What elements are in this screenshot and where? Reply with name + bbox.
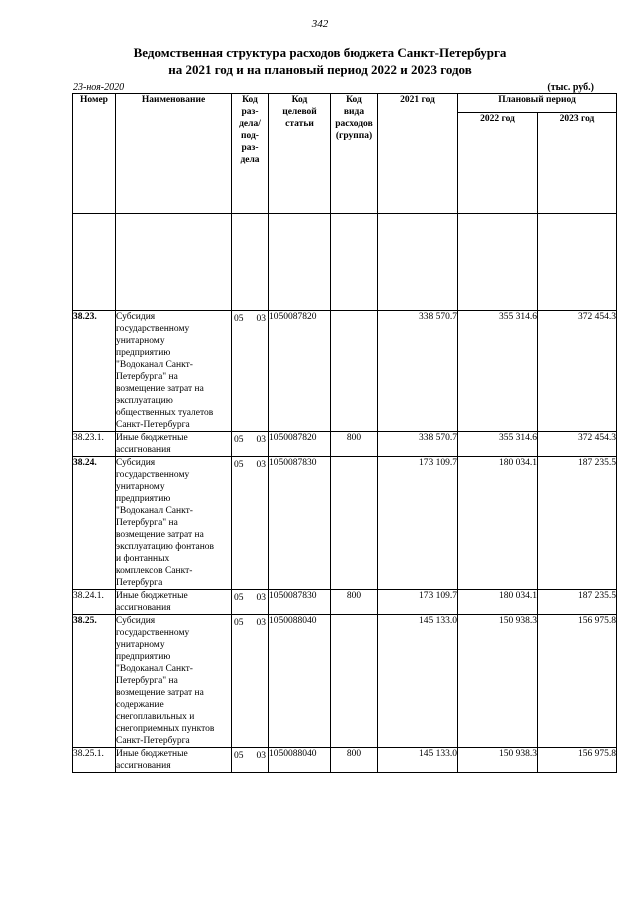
section-code: 05 [234,314,244,324]
row-expense-type [331,615,378,748]
row-section-code [232,748,269,773]
header-2022: 2022 год [458,113,538,214]
table-row [73,615,617,748]
row-amount-2021: 173 109.7 [378,590,458,615]
row-number: 38.24. [73,457,116,590]
header-planned-period: Плановый период [458,94,617,113]
subsection-code: 03 [256,593,266,603]
row-expense-type: 800 [331,748,378,773]
row-amount-2022: 355 314.6 [458,311,538,432]
table-body [73,214,617,773]
row-target-code: 1050087820 [269,311,331,432]
subsection-code: 03 [256,618,266,628]
row-section-code [232,590,269,615]
row-amount-2023: 156 975.8 [538,615,617,748]
row-number: 38.25. [73,615,116,748]
row-section-code [232,615,269,748]
table-header [73,94,617,214]
section-code: 05 [234,618,244,628]
row-amount-2022: 355 314.6 [458,432,538,457]
row-name: Субсидия государственному унитарному предприятию "Водоканал Санкт- Петербурга" на возмещение затрат на эксплуатацию общественных туалетов Санкт-Петербурга [116,311,232,432]
table-row [73,457,617,590]
section-code: 05 [234,593,244,603]
row-amount-2023: 156 975.8 [538,748,617,773]
title-line-1: Ведомственная структура расходов бюджета Санкт-Петербурга [133,45,507,60]
row-number: 38.25.1. [73,748,116,773]
row-amount-2021: 145 133.0 [378,615,458,748]
header-section-code: Код раз- дела/ под- раз- дела [232,94,269,214]
row-target-code: 1050088040 [269,615,331,748]
row-expense-type [331,311,378,432]
row-target-code: 1050087830 [269,590,331,615]
row-target-code: 1050088040 [269,748,331,773]
table-row [73,311,617,432]
budget-table [72,93,617,773]
row-amount-2021: 173 109.7 [378,457,458,590]
table-row [73,590,617,615]
row-amount-2023: 187 235.5 [538,457,617,590]
section-code: 05 [234,435,244,445]
subsection-code: 03 [256,460,266,470]
subsection-code: 03 [256,435,266,445]
row-name: Иные бюджетные ассигнования [116,748,232,773]
document-date: 23-ноя-2020 [73,82,125,93]
row-target-code: 1050087830 [269,457,331,590]
row-name: Иные бюджетные ассигнования [116,432,232,457]
row-target-code: 1050087820 [269,432,331,457]
subsection-code: 03 [256,751,266,761]
row-amount-2023: 372 454.3 [538,311,617,432]
header-target-code: Код целевой статьи [269,94,331,214]
row-amount-2022: 180 034.1 [458,590,538,615]
header-2023: 2023 год [538,113,617,214]
section-code: 05 [234,751,244,761]
units-label: (тыс. руб.) [547,82,594,93]
row-amount-2021: 338 570.7 [378,311,458,432]
header-expense-type-code: Код вида расходов (группа) [331,94,378,214]
row-section-code [232,457,269,590]
subsection-code: 03 [256,314,266,324]
row-number: 38.24.1. [73,590,116,615]
row-name: Иные бюджетные ассигнования [116,590,232,615]
row-amount-2023: 187 235.5 [538,590,617,615]
header-name: Наименование [116,94,232,214]
row-expense-type: 800 [331,590,378,615]
document-title [0,44,640,78]
row-amount-2022: 150 938.3 [458,615,538,748]
table-spacer-row [73,214,617,311]
header-number: Номер [73,94,116,214]
row-amount-2021: 338 570.7 [378,432,458,457]
table-row [73,748,617,773]
row-number: 38.23.1. [73,432,116,457]
row-name: Субсидия государственному унитарному предприятию "Водоканал Санкт- Петербурга" на возмещение затрат на содержание снегоплавильных и снегоприемных пунктов Санкт-Петербурга [116,615,232,748]
row-expense-type [331,457,378,590]
row-amount-2023: 372 454.3 [538,432,617,457]
row-name: Субсидия государственному унитарному предприятию "Водоканал Санкт- Петербурга" на возмещение затрат на эксплуатацию фонтанов и фонтанных комплексов Санкт- Петербурга [116,457,232,590]
row-expense-type: 800 [331,432,378,457]
title-line-2: на 2021 год и на плановый период 2022 и 2023 годов [168,62,472,77]
row-amount-2022: 150 938.3 [458,748,538,773]
section-code: 05 [234,460,244,470]
header-2021: 2021 год [378,94,458,214]
row-amount-2022: 180 034.1 [458,457,538,590]
row-section-code [232,432,269,457]
row-amount-2021: 145 133.0 [378,748,458,773]
page-number: 342 [311,18,329,30]
row-number: 38.23. [73,311,116,432]
table-row [73,432,617,457]
row-section-code [232,311,269,432]
